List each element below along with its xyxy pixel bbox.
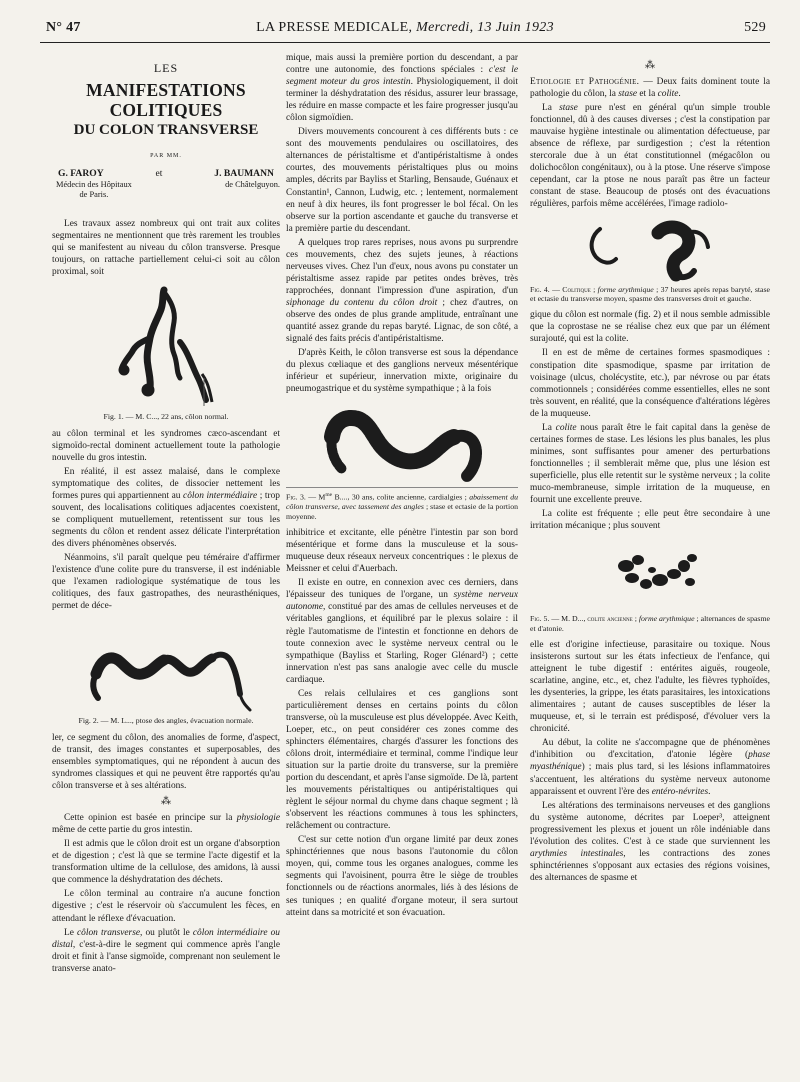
paragraph: Au début, la colite ne s'accompagne que de phénomènes d'inhibition ou d'excitation, d'atonie légère (phase myasthénique) ; mais plus tard, si les lésions inflammatoires s'accentuent, les altérations du système nerveux autonome apparaissent et ouvrent l'ère des entéro-névrites.: [530, 738, 770, 797]
author-2: J. BAUMANN: [214, 168, 274, 180]
figure-5-radiograph: [530, 536, 770, 614]
paragraph: Les travaux assez nombreux qui ont trait aux colites segmentaires ne mentionnent que très rarement les troubles qui se manifestent au niveau du côlon transverse. Presque toujours, on rattache partiellement celui-ci soit au côlon proximal, soit: [52, 219, 280, 278]
paragraph: C'est sur cette notion d'un organe limité par deux zones sphinctériennes que nous basons l'autonomie du côlon moyen, qui, comme tous les organes analogues, comme les segments qui l'avoisinent, pourra être le siège de troubles fonctionnels ou de réactions anormales, liés à des lésions de ses tuniques ; en qualité d'organe moteur, il sera surtout atteint dans sa motricité et son évacuation.: [286, 835, 518, 918]
journal-name: LA PRESSE MEDICALE,: [256, 20, 413, 35]
paragraph: ler, ce segment du côlon, des anomalies de forme, d'aspect, de transit, des images constantes et superposables, des ensembles symptomatiques, qui ne répondent à aucun des syndromes classiques et qui ne peuvent être rapportés qu'au côlon transverse et à ses altérations.: [52, 732, 280, 792]
page-header: [40, 16, 770, 43]
paragraph: A quelques trop rares reprises, nous avons pu surprendre ces mouvements, chez des sujets jeunes, à réactions nerveuses vives. Chez l'un d'eux, nous avons pu constater un péristaltisme assez rapide par petites ondes brèves, très rapprochées, donnant l'impression d'une aspiration, d'un siphonage du contenu du côlon droit ; chez d'autres, on observe des ondes de plus grande amplitude, entraînant une quantité assez grande du repas baryté. Lignac, de son côté, a signalé des faits précis d'antipéristaltisme.: [286, 237, 518, 345]
paragraph: Les altérations des terminaisons nerveuses et des ganglions du système autonome, décrites par Loeper³, atteignent progressivement les plexus et jouent un rôle indéniable dans l'évolution des colites. C'est à ce stade que surviennent les arythmies intestinales, les contractions des zones sphinctériennes s'opposant aux ectasies des régions voisines, des alternances de spasme et: [530, 800, 770, 883]
figure-5: [530, 536, 770, 633]
paragraph: La colite est fréquente ; elle peut être secondaire à une irritation mécanique ; plus souvent: [530, 509, 770, 532]
column-1: [52, 52, 280, 1074]
paragraph: D'après Keith, le côlon transverse est sous la dépendance du plexus cœliaque et des ganglions nerveux mésentérique inférieur et supérieur, innervation mixte, originaire du pneumogastrique et du système sympathique ; à la fois: [286, 348, 518, 395]
paragraph: Il est admis que le côlon droit est un organe d'absorption et de digestion ; c'est là que se termine l'acte digestif et la transformation ultime de la cellulose, des amidons, là aussi que commence la déshydratation des déchets.: [52, 839, 280, 886]
figure-4-caption: Fig. 4. — Colitique ; forme arythmique ; 37 heures après repas baryté, stase et ectasie du transverse moyen, spasme des transverses droit et gauche.: [530, 284, 770, 303]
paragraph: La colite nous paraît être le fait capital dans la genèse de certaines formes de stase. Les lésions les plus banales, les plus minimes, sont suffisantes pour amener des perturbations fonctionnelles ; il semblerait même que, plus une lésion est superficielle, plus elle retentit sur le système nerveux ; la colite muco-membraneuse, simple irritation de la muqueuse, en fournit une excellente preuve.: [530, 422, 770, 506]
figure-2-radiograph: [52, 616, 280, 716]
column-3: [530, 52, 770, 1074]
article-title-line1: MANIFESTATIONS COLITIQUES: [86, 80, 246, 121]
paragraph: mique, mais aussi la première portion du descendant, a par contre une autonomie, des fonctions spéciales : c'est le segment moteur du gros intestin. Physiologiquement, il doit terminer la déshydratation des résidus, assurer leur brassage, les réduire en masse compacte et les faire progresser jusqu'au côlon sigmoïdien.: [286, 53, 518, 124]
section-divider-stars: ⁂: [645, 60, 655, 71]
article-heading: [52, 62, 280, 162]
par-mm: PAR MM.: [150, 153, 182, 160]
paragraph: inhibitrice et excitante, elle pénètre l'intestin par son bord mésentérique et forme dans la musculeuse et la sous-muqueuse deux réseaux nerveux concentriques : le plexus de Meissner et celui d'Auerbach.: [286, 528, 518, 575]
paragraph: Néanmoins, s'il paraît quelque peu téméraire d'affirmer l'existence d'une colite pure du transverse, il est indéniable que l'examen radiologique systématique de tous les colitiques, des faux gastropathes, des neurasthéniques, permet de déce-: [52, 553, 280, 612]
title-les: LES: [153, 61, 179, 75]
paragraph: Le côlon terminal au contraire n'a aucune fonction digestive ; c'est le réservoir où s'accumulent les fèces, en attendant le réflexe d'évacuation.: [52, 889, 280, 924]
paragraph: Il en est de même de certaines formes spasmodiques : constipation dite spasmodique, spasme par irritation de voisinage (ulcus, cholécystite, etc.), par névrose ou par états commotionnels ; considérées comme essentielles, elles ne sont très souvent, en réalité, que la conséquence d'altérations légères de la muqueuse.: [530, 348, 770, 419]
authors: [52, 168, 280, 180]
issue-number: N° 47: [46, 20, 81, 35]
section-divider-stars: ⁂: [161, 796, 171, 808]
figure-5-caption: Fig. 5. — M. D..., colite ancienne ; forme arythmique ; alternances de spasme et d'atonie.: [530, 614, 770, 633]
author-1: G. FAROY: [58, 168, 104, 180]
figure-3-caption: Fig. 3. — $M^{me}$ B...., 30 ans, colite ancienne, cardialgies ; abaissement du côlon transverse, avec tassement des angles ; stase et ectasie de la portion moyenne.: [286, 492, 519, 521]
paragraph: La stase pure n'est en général qu'un simple trouble fonctionnel, dû à des causes diverses ; c'est la constipation par mauvaise hygiène intestinale ou alimentation défectueuse, par absence de réflexe, par surdigestion ; c'est la rétention stercorale due à un état constitutionnel (mégacôlon ou dolichocôlon congénitaux), ou à la ptose. Une réserve s'impose cependant, car la ptose ne nous paraît pas être un facteur constant de stase. Beaucoup de ptosés ont des évacuations régulières, parfois même accélérées, l'image radiolo-: [530, 103, 771, 210]
journal-title: [40, 20, 770, 36]
figure-4: [530, 215, 770, 304]
author-et: et: [155, 168, 163, 180]
figure-1-radiograph: [52, 282, 280, 412]
affiliation-1-line1: Médecin des Hôpitaux: [56, 180, 132, 190]
column-2: [286, 52, 518, 1074]
paragraph: au côlon terminal et les syndromes cæco-ascendant et sigmoïdo-rectal dominent actuellement toute la pathologie nouvelle du gros intestin.: [52, 428, 280, 463]
page-number: 529: [744, 20, 766, 35]
affiliation-1-line2: de Paris.: [79, 190, 109, 200]
paragraph: Le côlon transverse, ou plutôt le côlon intermédiaire ou distal, c'est-à-dire le segment qui commence après l'angle droit et finit à l'anse sigmoïde, comprenant non seulement le transverse anato-: [52, 927, 280, 974]
section-heading: Etiologie et Pathogénie.: [530, 77, 640, 87]
figure-1: [52, 282, 280, 421]
paragraph: elle est d'origine infectieuse, parasitaire ou toxique. Nous insisterons surtout sur les états infectieux de l'enfance, qui atteignent le tube digestif : entérites aiguës, rougeole, scarlatine, angine, etc., et, chez l'adulte, les fièvres typhoïdes, les dysenteries, la grippe, les états parasitaires, les intoxications alimentaires ; autant de causes susceptibles de léser la muqueuse, et, si le terrain est prédisposé, d'évoluer vers la chronicité.: [530, 639, 770, 735]
paragraph: Il existe en outre, en connexion avec ces derniers, dans l'épaisseur des tuniques de l'organe, un système nerveux autonome, constitué par des amas de cellules nerveuses et de véritables ganglions, et équilibré par le plexus solaire : il règle l'automatisme de l'intestin et fonctionne en dehors de toute connexion avec le système nerveux central ou le sympathique (Bayliss et Starling, Roger Glénard²) ; cette innervation n'est pas sans analogie avec celle du muscle cardiaque.: [286, 578, 519, 685]
issue-date: Mercredi, 13 Juin 1923: [416, 20, 554, 35]
figure-3: [286, 399, 518, 521]
paragraph: Cette opinion est basée en principe sur la physiologie même de cette partie du gros intestin.: [52, 813, 280, 836]
affiliations: [52, 180, 280, 200]
paragraph: En réalité, il est assez malaisé, dans le complexe symptomatique des colites, de dissocier nettement les formes pures qui appartiennent au côlon intermédiaire ; trop souvent, des localisations colitiques adjacentes coexistent, se compliquent mutuellement, retentissent sur tous les segments du côlon et rendent assez délicate l'interprétation des divers phénomènes observés.: [52, 466, 280, 550]
paragraph: Etiologie et Pathogénie. — Deux faits dominent toute la pathologie du côlon, la stase et la colite.: [530, 77, 770, 100]
figure-2-caption: Fig. 2. — M. L..., ptose des angles, évacuation normale.: [78, 716, 254, 726]
affiliation-2: de Châtelguyon.: [225, 180, 280, 190]
figure-1-caption: Fig. 1. — M. C..., 22 ans, côlon normal.: [103, 412, 229, 422]
figure-3-rule: [286, 487, 518, 488]
figure-4-radiograph: [530, 215, 770, 285]
paragraph: Ces relais cellulaires et ces ganglions sont particulièrement denses en certains points du côlon transverse, où la musculeuse est plus développée. Avec Keith, Loeper, etc., on peut considérer ces zones comme des sphincters élémentaires, chargés d'assurer les fonctions des côlons droit, intermédiaire et terminal, comme l'indique leur situation sur la partie droite du transverse, sur la première portion du descendant, et après l'anse sigmoïde. De là, partent les mouvements péristaltiques ou antipéristaltiques qui règlent le séjour normal du chyme dans chaque segment ; là s'observent les réactions communes à tous les sphincters, relâchement ou contracture.: [286, 688, 518, 832]
paragraph: Divers mouvements concourent à ces différents buts : ce sont des mouvements pendulaires ou oscillatoires, des alternances de péristaltisme et d'antipéristaltisme à ondes courtes, des mouvements péristaltiques plus ou moins amples, décrits par Bayliss et Starling, Bensaude, Guénaux et Constantin¹, Cannon, Ludwig, etc. ; lentement, normalement en neuf à dix heures, ils font progresser le bol fécal. On les observe sur la portion ascendante et gauche du transverse et la première partie du descendant.: [286, 127, 518, 234]
paragraph: gique du côlon est normale (fig. 2) et il nous semble admissible que la coprostase ne se réalise chez eux que par un élément surajouté, qui est la colite.: [530, 310, 770, 345]
affiliation-1: [56, 180, 132, 200]
figure-3-radiograph: [286, 399, 518, 487]
article-title-line2: DU COLON TRANSVERSE: [73, 122, 259, 139]
figure-2: [52, 616, 280, 725]
